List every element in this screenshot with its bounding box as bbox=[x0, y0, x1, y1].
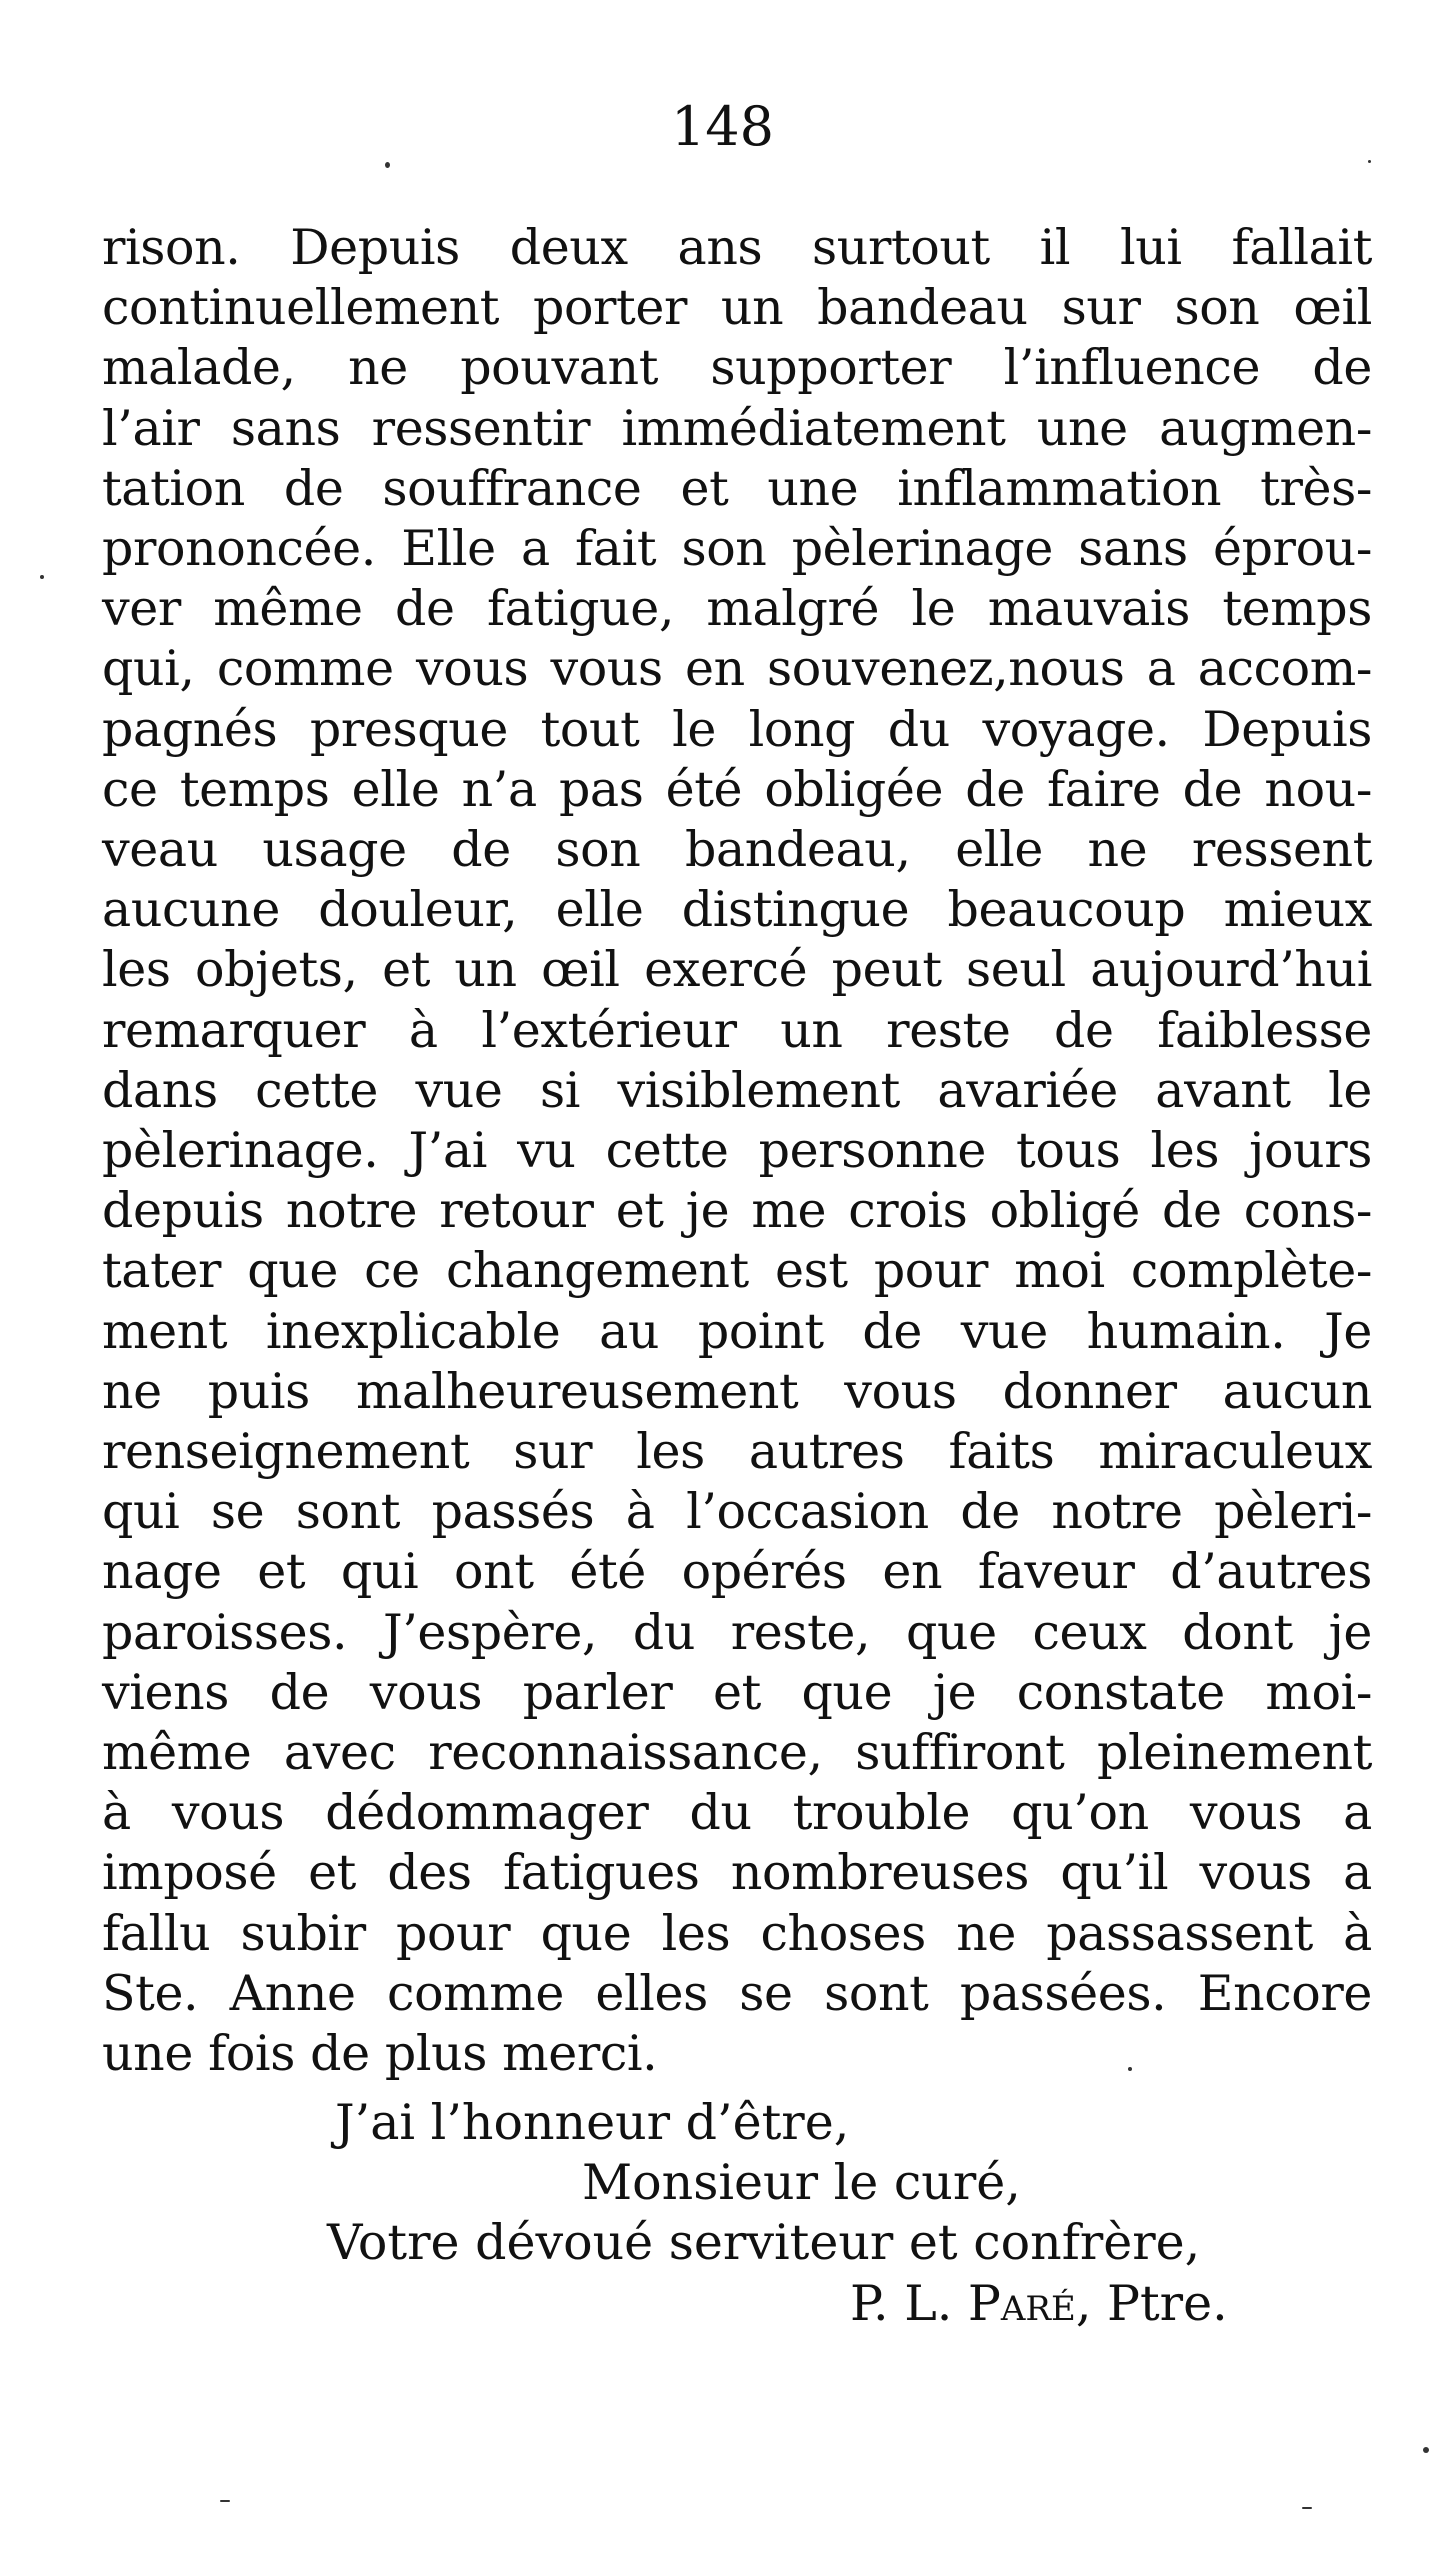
page-number: 148 bbox=[670, 95, 775, 158]
closing-address: Monsieur le curé, bbox=[582, 2154, 1021, 2212]
text-line: viens de vous parler et que je constate moi- bbox=[102, 1663, 1372, 1721]
closing-servant: Votre dévoué serviteur et confrère, bbox=[327, 2214, 1201, 2272]
text-line: paroisses. J’espère, du reste, que ceux dont je bbox=[102, 1603, 1372, 1661]
text-line: les objets, et un œil exercé peut seul aujourd’hui bbox=[102, 941, 1372, 999]
text-line: nage et qui ont été opérés en faveur d’autres bbox=[102, 1543, 1372, 1601]
text-line: l’air sans ressentir immédiatement une augmen- bbox=[102, 399, 1372, 457]
text-line: dans cette vue si visiblement avariée avant le bbox=[102, 1061, 1372, 1119]
text-line: ver même de fatigue, malgré le mauvais temps bbox=[102, 580, 1372, 638]
signature-title: , Ptre. bbox=[1075, 2274, 1228, 2332]
text-line: renseignement sur les autres faits miraculeux bbox=[102, 1423, 1372, 1481]
print-speck bbox=[385, 162, 390, 168]
text-line: imposé et des fatigues nombreuses qu’il vous a bbox=[102, 1844, 1372, 1902]
text-line: rison. Depuis deux ans surtout il lui fallait bbox=[102, 219, 1372, 276]
print-speck bbox=[1128, 2067, 1132, 2071]
text-line: fallu subir pour que les choses ne passassent à bbox=[102, 1904, 1372, 1962]
print-speck bbox=[1368, 160, 1371, 163]
text-line: depuis notre retour et je me crois obligé de cons- bbox=[102, 1182, 1372, 1240]
print-speck bbox=[1423, 2447, 1429, 2453]
text-line: prononcée. Elle a fait son pèlerinage sans éprou- bbox=[102, 520, 1372, 578]
text-line: ne puis malheureusement vous donner aucun bbox=[102, 1362, 1372, 1420]
text-line: pèlerinage. J’ai vu cette personne tous les jours bbox=[102, 1122, 1372, 1180]
text-line: aucune douleur, elle distingue beaucoup mieux bbox=[102, 881, 1372, 939]
text-line: ment inexplicable au point de vue humain. Je bbox=[102, 1302, 1372, 1360]
text-line: pagnés presque tout le long du voyage. Depuis bbox=[102, 700, 1372, 758]
text-line: qui, comme vous vous en souvenez,nous a accom- bbox=[102, 640, 1372, 698]
signature bbox=[850, 2274, 1445, 2334]
signature-name: Paré bbox=[967, 2274, 1076, 2332]
print-speck bbox=[40, 575, 44, 579]
text-line: tation de souffrance et une inflammation très- bbox=[102, 459, 1372, 517]
text-line: une fois de plus merci. bbox=[102, 2025, 658, 2083]
text-line: même avec reconnaissance, suffiront pleinement bbox=[102, 1724, 1372, 1782]
signature-initials: P. L. bbox=[850, 2274, 953, 2332]
print-speck bbox=[1302, 2507, 1312, 2509]
closing-salutation: J’ai l’honneur d’être, bbox=[335, 2094, 850, 2151]
text-line: veau usage de son bandeau, elle ne ressent bbox=[102, 821, 1372, 879]
text-line: tater que ce changement est pour moi complète- bbox=[102, 1242, 1372, 1300]
text-line: remarquer à l’extérieur un reste de faiblesse bbox=[102, 1001, 1372, 1059]
print-speck bbox=[220, 2500, 230, 2502]
body-text bbox=[102, 218, 1372, 2084]
text-line: ce temps elle n’a pas été obligée de faire de nou- bbox=[102, 760, 1372, 818]
text-line: qui se sont passés à l’occasion de notre pèleri- bbox=[102, 1483, 1372, 1541]
text-line: malade, ne pouvant supporter l’influence de bbox=[102, 339, 1372, 397]
text-line: à vous dédommager du trouble qu’on vous a bbox=[102, 1784, 1372, 1842]
letter-closing bbox=[0, 2093, 1445, 2334]
text-line: continuellement porter un bandeau sur son œil bbox=[102, 279, 1372, 337]
text-line: Ste. Anne comme elles se sont passées. Encore bbox=[102, 1964, 1372, 2022]
